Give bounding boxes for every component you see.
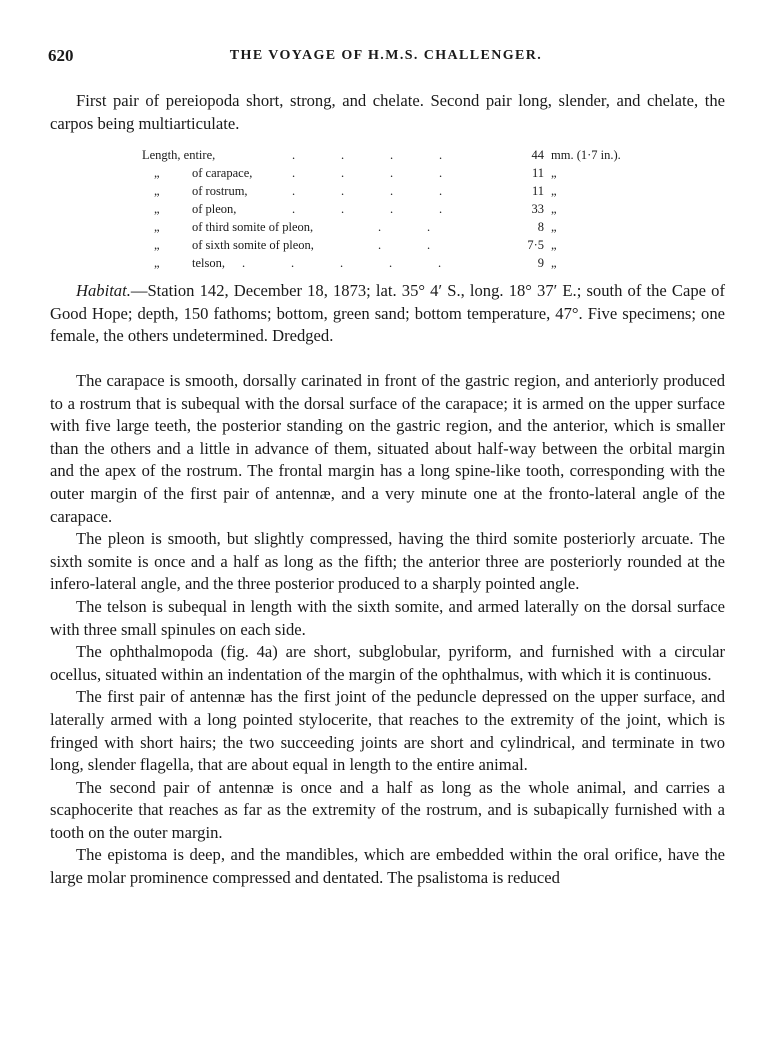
leader-dots: . . . .: [292, 202, 443, 216]
habitat-text: [50, 280, 725, 348]
intro-paragraph: [50, 90, 725, 135]
habitat-label: Habitat.: [76, 281, 131, 300]
measurement-value: 44: [531, 148, 544, 162]
measurement-label: of third somite of pleon,: [192, 220, 314, 234]
paragraph-ophthalmopoda: The ophthalmopoda (fig. 4a) are short, subglobular, pyriform, and furnished with a circular ocellus, situated within an indentation of the margin of the ophthalmus, with which it is continuous.: [50, 642, 725, 684]
intro-text: First pair of pereiopoda short, strong, and chelate. Second pair long, slender, and chelate, the carpos being multiarticulate.: [50, 91, 725, 133]
page-header: [48, 46, 724, 70]
ditto-mark: „: [154, 256, 160, 270]
measurement-row: [142, 200, 642, 218]
leader-dots: . . . .: [292, 184, 443, 198]
ditto-mark: „: [154, 220, 160, 234]
paragraph-epistoma: The epistoma is deep, and the mandibles, which are embedded within the oral orifice, have the large molar prominence compressed and dentated. The psalistoma is reduced: [50, 845, 725, 888]
ditto-mark: „: [154, 238, 160, 252]
ditto-mark: „: [551, 238, 557, 252]
measurement-row: [142, 182, 642, 200]
measurement-value: 33: [531, 202, 544, 216]
measurement-label: Length, entire,: [142, 148, 216, 162]
paragraph-telson: The telson is subequal in length with the sixth somite, and armed laterally on the dorsal surface with three small spinules on each side.: [50, 596, 725, 639]
measurement-value: 11: [531, 184, 544, 198]
page-number: 620: [48, 46, 74, 65]
habitat-details: —Station 142, December 18, 1873; lat. 35° 4′ S., long. 18° 37′ E.; south of the Cape of Good Hope; depth, 150 fathoms; bottom, green sand; bottom temperature, 47°. Five specimens; one female, the others undetermined. Dredged.: [50, 281, 725, 346]
measurement-value: 11: [531, 166, 544, 180]
measurement-unit: mm. (1·7 in.).: [551, 148, 621, 162]
running-title: THE VOYAGE OF H.M.S. CHALLENGER.: [229, 48, 543, 63]
measurement-row: [142, 236, 642, 254]
measurement-value: 9: [537, 256, 544, 270]
measurement-value: 8: [537, 220, 544, 234]
measurement-label: of carapace,: [192, 166, 253, 180]
measurement-label: telson,: [192, 256, 225, 270]
leader-dots: . .: [378, 220, 431, 234]
ditto-mark: „: [551, 166, 557, 180]
ditto-mark: „: [551, 202, 557, 216]
measurement-label: of rostrum,: [192, 184, 248, 198]
ditto-mark: „: [551, 256, 557, 270]
ditto-mark: „: [551, 184, 557, 198]
ditto-mark: „: [551, 220, 557, 234]
measurement-label: of sixth somite of pleon,: [192, 238, 314, 252]
measurement-row: [142, 254, 642, 272]
paragraph-carapace: The carapace is smooth, dorsally carinated in front of the gastric region, and anteriorly produced to a rostrum that is subequal with the dorsal surface of the carapace; it is armed on the upper surface with five large teeth, the posterior standing on the gastric region, and the anterior, which is smaller than the others and a little in advance of them, situated about half-way between the orbital margin and the apex of the rostrum. The frontal margin has a long spine-like tooth, corresponding with the outer margin of the first pair of antennæ, and a very minute one at the fronto-lateral angle of the carapace.: [50, 371, 725, 526]
ditto-mark: „: [154, 202, 160, 216]
leader-dots: . . . . .: [242, 256, 442, 270]
description-section: [50, 370, 725, 890]
measurement-label: of pleon,: [192, 202, 237, 216]
measurement-row: [142, 218, 642, 236]
paragraph-pleon: The pleon is smooth, but slightly compressed, having the third somite posteriorly arcuate. The sixth somite is once and a half as long as the fifth; the anterior three are posteriorly rounded at the infero-lateral angle, and the three posterior produced to a sharply pointed angle.: [50, 529, 725, 594]
measurements-table: [142, 146, 642, 272]
leader-dots: . . . .: [292, 166, 443, 180]
habitat-paragraph: [50, 280, 725, 348]
paragraph-first-antennae: The first pair of antennæ has the first joint of the peduncle depressed on the upper surface, and laterally armed with a long pointed stylocerite, that reaches to the extremity of the joint, which is fringed with short hairs; the two succeeding joints are short and cylindrical, and terminate in two long, slender flagella, that are about equal in length to the entire animal.: [50, 687, 725, 775]
measurement-row: [142, 164, 642, 182]
paragraph-second-antennae: The second pair of antennæ is once and a half as long as the whole animal, and carries a scaphocerite that reaches as far as the extremity of the rostrum, and is subapically furnished with a tooth on the outer margin.: [50, 777, 725, 842]
ditto-mark: „: [154, 166, 160, 180]
measurement-row: [142, 146, 642, 164]
measurement-value: 7·5: [527, 238, 544, 252]
leader-dots: . . . .: [292, 148, 443, 162]
ditto-mark: „: [154, 184, 160, 198]
leader-dots: . .: [378, 238, 431, 252]
